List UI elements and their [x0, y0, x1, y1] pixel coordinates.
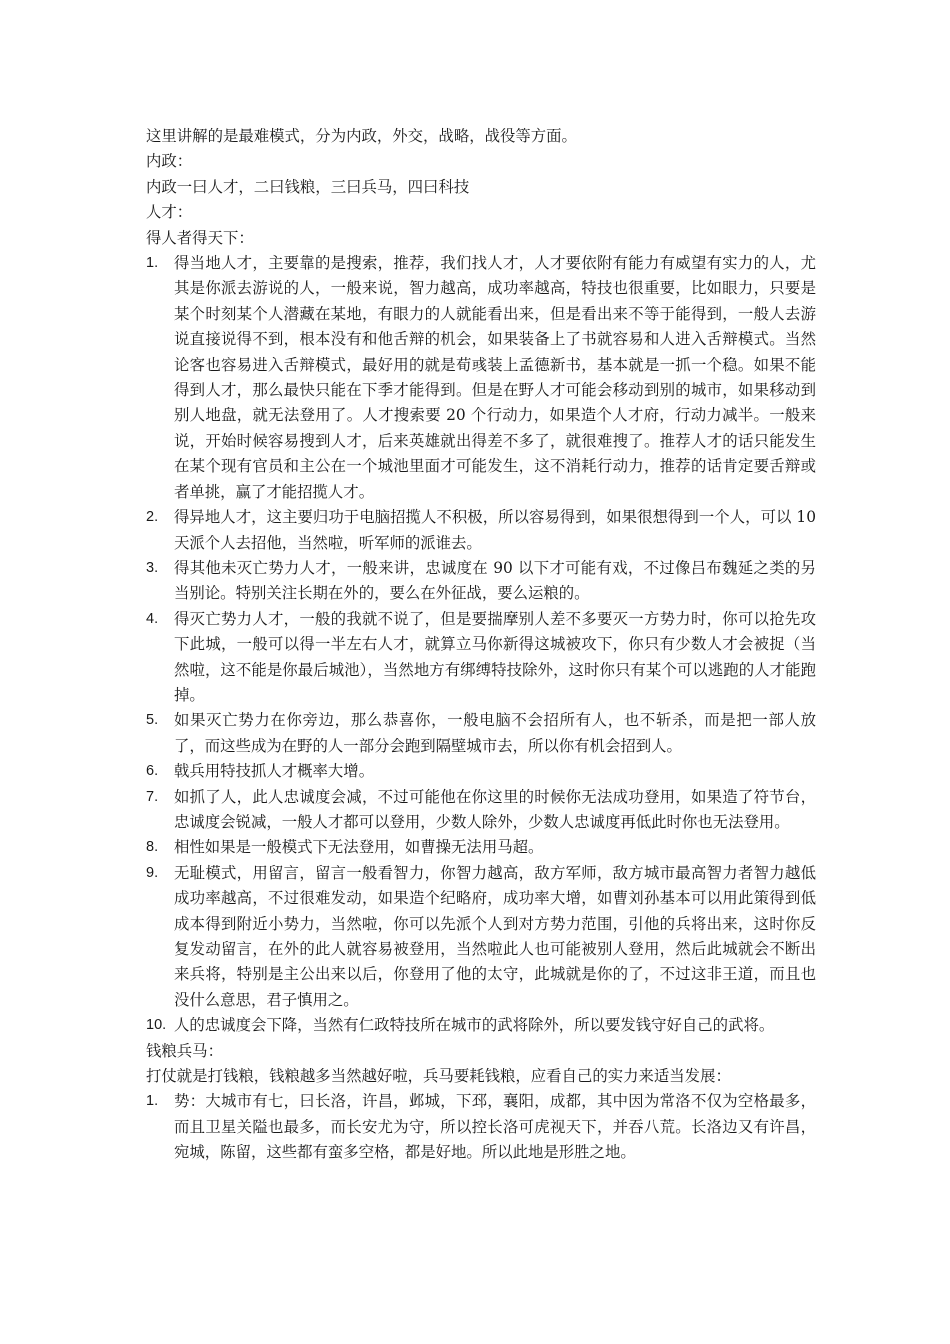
list-item-text: 得灭亡势力人才，一般的我就不说了，但是要揣摩别人差不多要灭一方势力时，你可以抢先攻下此城，一般可以得一半左右人才，就算立马你新得这城被攻下，你只有少数人才会被捉（当然啦，这不能是你最后城池），当然地方有绑缚特技除外，这时你只有某个可以逃跑的人才能跑掉。 — [174, 609, 816, 704]
list-item — [146, 607, 816, 709]
list-item — [146, 1013, 816, 1038]
list-item — [146, 251, 816, 505]
list-number: 3. — [146, 559, 159, 576]
list-item — [146, 1089, 816, 1165]
rencai-lead: 得人者得天下： — [146, 228, 254, 247]
list-number: 7. — [146, 788, 159, 805]
list-number: 9. — [146, 864, 159, 881]
document-body — [146, 124, 816, 1166]
list-item-text: 得其他未灭亡势力人才，一般来讲，忠诚度在 90 以下才可能有戏，不过像吕布魏延之类的另当别论。特别关注长期在外的，要么在外征战，要么运粮的。 — [174, 558, 816, 603]
list-number: 5. — [146, 712, 159, 729]
section-heading-rencai: 人才： — [146, 203, 193, 222]
list-number: 1. — [146, 255, 159, 272]
list-item-text: 如抓了人，此人忠诚度会减，不过可能他在你这里的时候你无法成功登用，如果造了符节台，忠诚度会锐减，一般人才都可以登用，少数人除外，少数人忠诚度再低此时你也无法登用。 — [174, 787, 816, 831]
neizheng-summary: 内政一曰人才，二曰钱粮，三曰兵马，四曰科技 — [146, 177, 470, 196]
list-item-text: 人的忠诚度会下降，当然有仁政特技所在城市的武将除外，所以要发钱守好自己的武将。 — [174, 1016, 775, 1035]
list-item — [146, 835, 816, 860]
list-item — [146, 708, 816, 759]
list-number: 4. — [146, 610, 159, 627]
section-heading-qianliang: 钱粮兵马： — [146, 1041, 223, 1060]
list-item-text: 得当地人才，主要靠的是搜索，推荐，我们找人才，人才要依附有能力有威望有实力的人，尤其是你派去游说的人，一般来说，智力越高，成功率越高，特技也很重要，比如眼力，只要是某个时刻某个人潜藏在某地，有眼力的人就能看出来，但是看出来不等于能得到，一般人去游说直接说得不到，根本没有和他舌辩的机会，如果装备上了书就容易和人进入舌辩模式。当然论客也容易进入舌辩模式，最好用的就是荀彧装上孟德新书，基本就是一抓一个稳。如果不能得到人才，那么最快只能在下季才能得到。但是在野人才可能会移动到别的城市，如果移动到别人地盘，就无法登用了。人才搜索要 20 个行动力，如果造个人才府，行动力减半。一般来说，开始时候容易搜到人才，后来英雄就出得差不多了，就很难搜了。推荐人才的话只能发生在某个现有官员和主公在一个城池里面才可能发生，这不消耗行动力，推荐的话肯定要舌辩或者单挑，赢了才能招揽人才。 — [174, 254, 816, 501]
list-number: 10. — [146, 1017, 167, 1034]
list-item-text: 得异地人才，这主要归功于电脑招揽人不积极，所以容易得到，如果很想得到一个人，可以 10 天派个人去招他，当然啦，听军师的派谁去。 — [174, 508, 816, 552]
list-item — [146, 759, 816, 784]
qianliang-lead: 打仗就是打钱粮，钱粮越多当然越好啦，兵马要耗钱粮，应看自己的实力来适当发展： — [146, 1067, 731, 1086]
list-number: 6. — [146, 763, 159, 780]
list-item — [146, 505, 816, 556]
list-number: 1. — [146, 1093, 159, 1110]
list-item — [146, 556, 816, 607]
rencai-list — [146, 251, 816, 1039]
list-item — [146, 861, 816, 1013]
list-item-text: 如果灭亡势力在你旁边，那么恭喜你，一般电脑不会招所有人，也不斩杀，而是把一部人放了，而这些成为在野的人一部分会跑到隔壁城市去，所以你有机会招到人。 — [174, 711, 816, 755]
intro-paragraph: 这里讲解的是最难模式，分为内政，外交，战略，战役等方面。 — [146, 127, 577, 145]
list-number: 8. — [146, 839, 159, 856]
list-item-text: 戟兵用特技抓人才概率大增。 — [174, 762, 375, 781]
list-item-text: 相性如果是一般模式下无法登用，如曹操无法用马超。 — [174, 838, 544, 857]
list-number: 2. — [146, 509, 159, 526]
qianliang-list — [146, 1089, 816, 1165]
section-heading-neizheng: 内政： — [146, 152, 193, 171]
list-item-text: 势：大城市有七，曰长洛，许昌，邺城，下邳，襄阳，成都，其中因为常洛不仅为空格最多，而且卫星关隘也最多，而长安尤为守，所以控长洛可虎视天下，并吞八荒。长洛边又有许昌，宛城，陈留，这些都有蛮多空格，都是好地。所以此地是形胜之地。 — [174, 1092, 816, 1162]
list-item — [146, 785, 816, 836]
list-item-text: 无耻模式，用留言，留言一般看智力，你智力越高，敌方军师，敌方城市最高智力者智力越低成功率越高，不过很难发动，如果造个纪略府，成功率大增，如曹刘孙基本可以用此策得到低成本得到附近小势力，当然啦，你可以先派个人到对方势力范围，引他的兵将出来，这时你反复发动留言，在外的此人就容易被登用，当然啦此人也可能被别人登用，然后此城就会不断出来兵将，特别是主公出来以后，你登用了他的太守，此城就是你的了，不过这非王道，而且也没什么意思，君子慎用之。 — [174, 863, 816, 1009]
